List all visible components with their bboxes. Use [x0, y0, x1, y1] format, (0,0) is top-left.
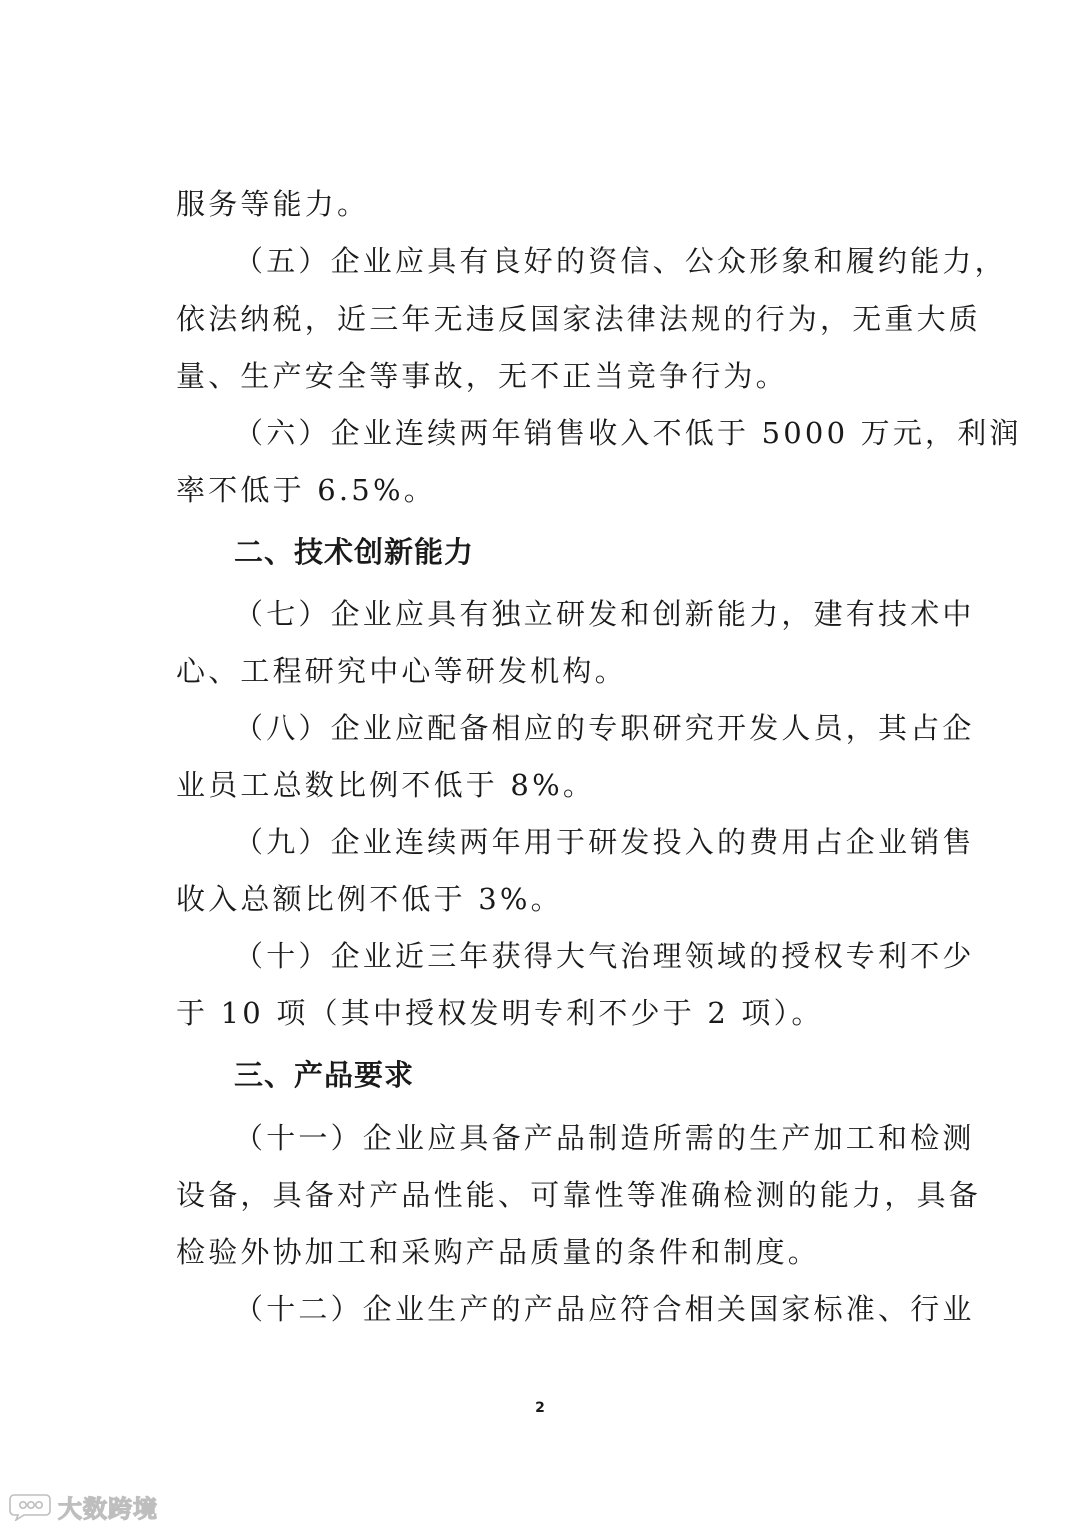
paragraph-line: （六）企业连续两年销售收入不低于 5000 万元，利润	[234, 416, 1022, 450]
paragraph-line: （九）企业连续两年用于研发投入的费用占企业销售	[234, 825, 975, 859]
watermark-text: 大数跨境	[58, 1494, 158, 1523]
paragraph-line: 收入总额比例不低于 3%。	[176, 882, 563, 916]
paragraph-line: （十）企业近三年获得大气治理领域的授权专利不少	[234, 939, 975, 973]
page-number: 2	[535, 1400, 545, 1416]
paragraph-line: 服务等能力。	[176, 187, 370, 221]
paragraph-line: 率不低于 6.5%。	[176, 473, 436, 507]
paragraph-line: （五）企业应具有良好的资信、公众形象和履约能力，	[234, 244, 1007, 278]
paragraph-line: （八）企业应配备相应的专职研究开发人员，其占企	[234, 711, 975, 745]
paragraph-line: （七）企业应具有独立研发和创新能力，建有技术中	[234, 597, 975, 631]
section-heading: 二、技术创新能力	[234, 535, 475, 569]
paragraph-line: 业员工总数比例不低于 8%。	[176, 768, 596, 802]
paragraph-line: 量、生产安全等事故，无不正当竞争行为。	[176, 359, 788, 393]
speech-bubble-logo-icon	[8, 1491, 52, 1521]
paragraph-line: 心、工程研究中心等研发机构。	[176, 654, 627, 688]
paragraph-line: （十二）企业生产的产品应符合相关国家标准、行业	[234, 1292, 975, 1326]
watermark	[8, 1489, 158, 1523]
paragraph-line: 检验外协加工和采购产品质量的条件和制度。	[176, 1235, 821, 1269]
paragraph-line: 设备，具备对产品性能、可靠性等准确检测的能力，具备	[176, 1178, 982, 1212]
section-heading: 三、产品要求	[234, 1058, 415, 1092]
paragraph-line: 依法纳税，近三年无违反国家法律法规的行为，无重大质	[176, 302, 982, 336]
paragraph-line: （十一）企业应具备产品制造所需的生产加工和检测	[234, 1121, 975, 1155]
paragraph-line: 于 10 项（其中授权发明专利不少于 2 项）。	[176, 996, 824, 1030]
